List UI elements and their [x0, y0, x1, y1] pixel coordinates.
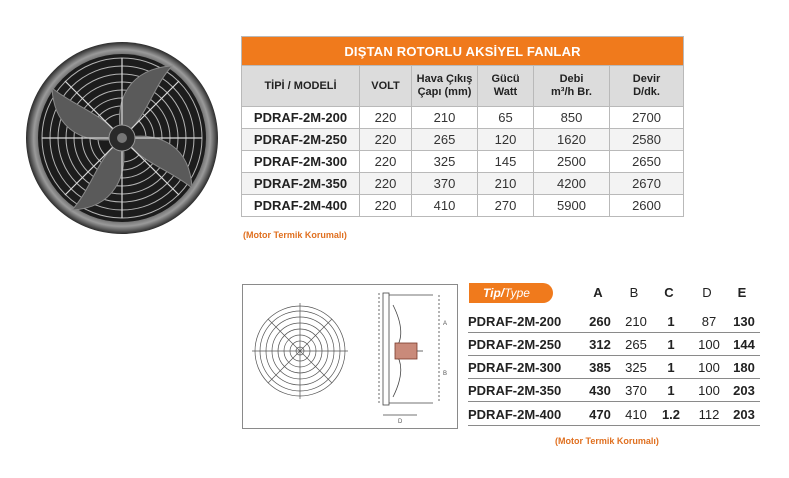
- dim-cell-b: 370: [625, 383, 647, 398]
- cell-model: PDRAF-2M-200: [242, 107, 360, 129]
- cell-model: PDRAF-2M-300: [242, 151, 360, 173]
- col-header-model: TİPİ / MODELİ: [242, 66, 360, 107]
- cell-diameter: 265: [412, 129, 478, 151]
- cell-volt: 220: [360, 195, 412, 217]
- dim-cell-model: PDRAF-2M-300: [468, 360, 562, 375]
- cell-model: PDRAF-2M-350: [242, 173, 360, 195]
- dim-row: [468, 334, 760, 356]
- cell-flow: 1620: [534, 129, 610, 151]
- cell-model: PDRAF-2M-400: [242, 195, 360, 217]
- row-divider: [468, 378, 760, 379]
- col-header-volt: VOLT: [360, 66, 412, 107]
- dim-cell-model: PDRAF-2M-400: [468, 407, 562, 422]
- spec-row: [242, 173, 684, 195]
- dim-cell-b: 325: [625, 360, 647, 375]
- svg-text:B: B: [443, 371, 448, 377]
- col-header-outlet-diameter: Hava Çıkış Çapı (mm): [412, 66, 478, 107]
- cell-flow: 4200: [534, 173, 610, 195]
- dim-cell-b: 410: [625, 407, 647, 422]
- dim-cell-model: PDRAF-2M-350: [468, 383, 562, 398]
- dim-cell-c: 1.2: [661, 407, 681, 422]
- cell-power: 145: [478, 151, 534, 173]
- dim-row: [468, 380, 760, 402]
- col-header-power: Gücü Watt: [478, 66, 534, 107]
- cell-flow: 2500: [534, 151, 610, 173]
- cell-diameter: 370: [412, 173, 478, 195]
- dim-row: [468, 311, 760, 333]
- cell-speed: 2670: [610, 173, 684, 195]
- fan-photo: [22, 38, 222, 238]
- cell-speed: 2700: [610, 107, 684, 129]
- cell-flow: 5900: [534, 195, 610, 217]
- cell-speed: 2580: [610, 129, 684, 151]
- thermal-protection-note-bottom: (Motor Termik Korumalı): [555, 436, 659, 446]
- dim-row: [468, 357, 760, 379]
- cell-model: PDRAF-2M-250: [242, 129, 360, 151]
- dim-header-c: C: [664, 285, 674, 300]
- row-divider: [468, 355, 760, 356]
- dim-cell-a: 385: [589, 360, 611, 375]
- technical-drawing: [242, 284, 458, 429]
- svg-text:D: D: [398, 419, 403, 425]
- cell-speed: 2600: [610, 195, 684, 217]
- dim-header-d: D: [702, 285, 712, 300]
- spec-row: [242, 129, 684, 151]
- spec-table-title: DIŞTAN ROTORLU AKSİYEL FANLAR: [242, 37, 684, 66]
- dim-cell-b: 265: [625, 337, 647, 352]
- col-header-flow: Debi m³/h Br.: [534, 66, 610, 107]
- dim-cell-e: 144: [733, 337, 755, 352]
- cell-volt: 220: [360, 173, 412, 195]
- spec-row: [242, 151, 684, 173]
- row-divider: [468, 425, 760, 426]
- col-header-speed: Devir D/dk.: [610, 66, 684, 107]
- spec-table: [241, 36, 684, 217]
- dim-cell-a: 470: [589, 407, 611, 422]
- dim-cell-c: 1: [667, 383, 675, 398]
- spec-row: [242, 195, 684, 217]
- dim-cell-c: 1: [667, 337, 675, 352]
- cell-power: 120: [478, 129, 534, 151]
- row-divider: [468, 401, 760, 402]
- dim-row: [468, 404, 760, 426]
- dim-cell-a: 430: [589, 383, 611, 398]
- dim-header-b: B: [629, 285, 639, 300]
- dim-cell-e: 203: [733, 383, 755, 398]
- cell-volt: 220: [360, 151, 412, 173]
- cell-flow: 850: [534, 107, 610, 129]
- dim-cell-e: 130: [733, 314, 755, 329]
- svg-text:A: A: [443, 321, 448, 327]
- dim-cell-d: 87: [701, 314, 717, 329]
- dim-cell-d: 100: [698, 337, 720, 352]
- cell-power: 65: [478, 107, 534, 129]
- dim-cell-model: PDRAF-2M-250: [468, 337, 562, 352]
- dim-cell-c: 1: [667, 360, 675, 375]
- cell-speed: 2650: [610, 151, 684, 173]
- dim-cell-d: 112: [698, 407, 720, 422]
- dim-header-a: A: [593, 285, 603, 300]
- thermal-protection-note: (Motor Termik Korumalı): [243, 230, 347, 240]
- dim-cell-d: 100: [698, 360, 720, 375]
- cell-power: 210: [478, 173, 534, 195]
- dim-cell-a: 312: [589, 337, 611, 352]
- dim-cell-e: 203: [733, 407, 755, 422]
- dim-cell-c: 1: [667, 314, 675, 329]
- cell-diameter: 210: [412, 107, 478, 129]
- spec-row: [242, 107, 684, 129]
- cell-volt: 220: [360, 107, 412, 129]
- cell-diameter: 410: [412, 195, 478, 217]
- dim-cell-e: 180: [733, 360, 755, 375]
- cell-diameter: 325: [412, 151, 478, 173]
- dim-cell-model: PDRAF-2M-200: [468, 314, 562, 329]
- dim-cell-a: 260: [589, 314, 611, 329]
- dim-cell-b: 210: [625, 314, 647, 329]
- fan-drawing-svg: [243, 285, 457, 428]
- type-tag: Tip/Type: [469, 283, 553, 303]
- dim-cell-d: 100: [698, 383, 720, 398]
- row-divider: [468, 332, 760, 333]
- cell-power: 270: [478, 195, 534, 217]
- dim-header-e: E: [737, 285, 747, 300]
- cell-volt: 220: [360, 129, 412, 151]
